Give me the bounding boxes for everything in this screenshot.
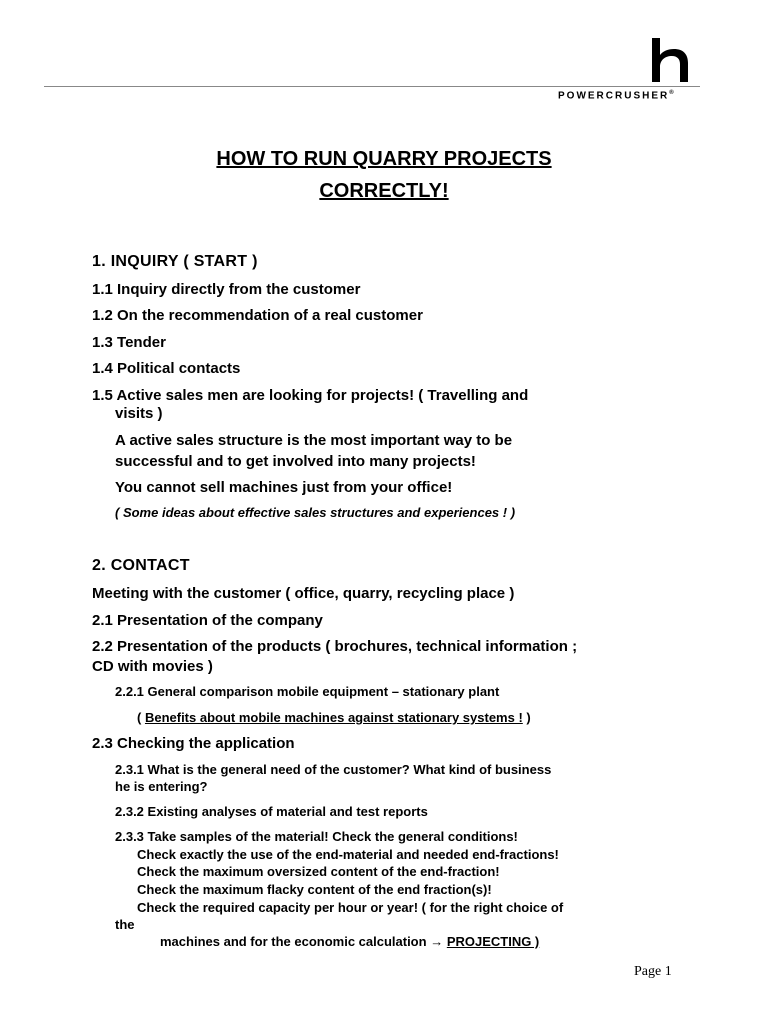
item-1-5-line2: visits )	[115, 405, 163, 422]
item-2-1: 2.1 Presentation of the company	[92, 612, 323, 629]
header-divider	[44, 86, 700, 87]
item-1-2: 1.2 On the recommendation of a real customer	[92, 307, 423, 324]
item-2-3-3-line2: Check exactly the use of the end-material and needed end-fractions!	[137, 847, 559, 862]
item-1-5-line1: 1.5 Active sales men are looking for projects! ( Travelling and	[92, 387, 529, 404]
item-2-2-line1: 2.2 Presentation of the products ( brochures, technical information ;	[92, 638, 578, 655]
item-2-3-3-line1: 2.3.3 Take samples of the material! Check the general conditions!	[115, 829, 518, 844]
brand-name: POWERCRUSHER®	[558, 90, 674, 102]
item-2-3: 2.3 Checking the application	[92, 735, 295, 752]
item-1-3: 1.3 Tender	[92, 334, 166, 351]
h-logo-icon	[650, 36, 690, 84]
item-2-3-3-line7: machines and for the economic calculation → PROJECTING )	[160, 934, 540, 949]
item-1-4: 1.4 Political contacts	[92, 360, 241, 377]
projecting-link[interactable]: PROJECTING )	[446, 934, 540, 949]
right-arrow-icon: →	[430, 934, 444, 949]
item-2-3-3-line3: Check the maximum oversized content of the end-fraction!	[137, 864, 500, 879]
benefits-link[interactable]: Benefits about mobile machines against stationary systems !	[144, 710, 523, 725]
para-sales-structure-line2: successful and to get involved into many projects!	[115, 453, 476, 470]
document-title-line2: CORRECTLY!	[319, 180, 449, 202]
item-2-2-line2: CD with movies )	[92, 658, 213, 675]
item-1-1: 1.1 Inquiry directly from the customer	[92, 281, 361, 298]
item-2-3-3-line4: Check the maximum flacky content of the end fraction(s)!	[137, 882, 492, 897]
meeting-intro: Meeting with the customer ( office, quarry, recycling place )	[92, 585, 515, 602]
item-2-3-2: 2.3.2 Existing analyses of material and test reports	[115, 804, 428, 819]
page-number: Page 1	[634, 964, 672, 979]
section-1-heading: 1. INQUIRY ( START )	[92, 253, 258, 270]
document-title-line1: HOW TO RUN QUARRY PROJECTS	[216, 148, 552, 170]
item-2-2-1: 2.2.1 General comparison mobile equipment – stationary plant	[115, 684, 500, 699]
item-2-3-3-line5: Check the required capacity per hour or year! ( for the right choice of	[137, 900, 564, 915]
section-2-heading: 2. CONTACT	[92, 557, 190, 574]
item-2-3-3-line6: the	[115, 917, 135, 932]
item-2-3-1-line2: he is entering?	[115, 779, 208, 794]
para-sales-structure-line1: A active sales structure is the most important way to be	[115, 432, 513, 449]
item-2-3-1-line1: 2.3.1 What is the general need of the customer? What kind of business	[115, 762, 552, 777]
para-office: You cannot sell machines just from your office!	[115, 479, 453, 496]
benefits-note: ( Benefits about mobile machines against stationary systems ! )	[137, 710, 531, 725]
sales-ideas-note: ( Some ideas about effective sales structures and experiences ! )	[115, 505, 516, 520]
